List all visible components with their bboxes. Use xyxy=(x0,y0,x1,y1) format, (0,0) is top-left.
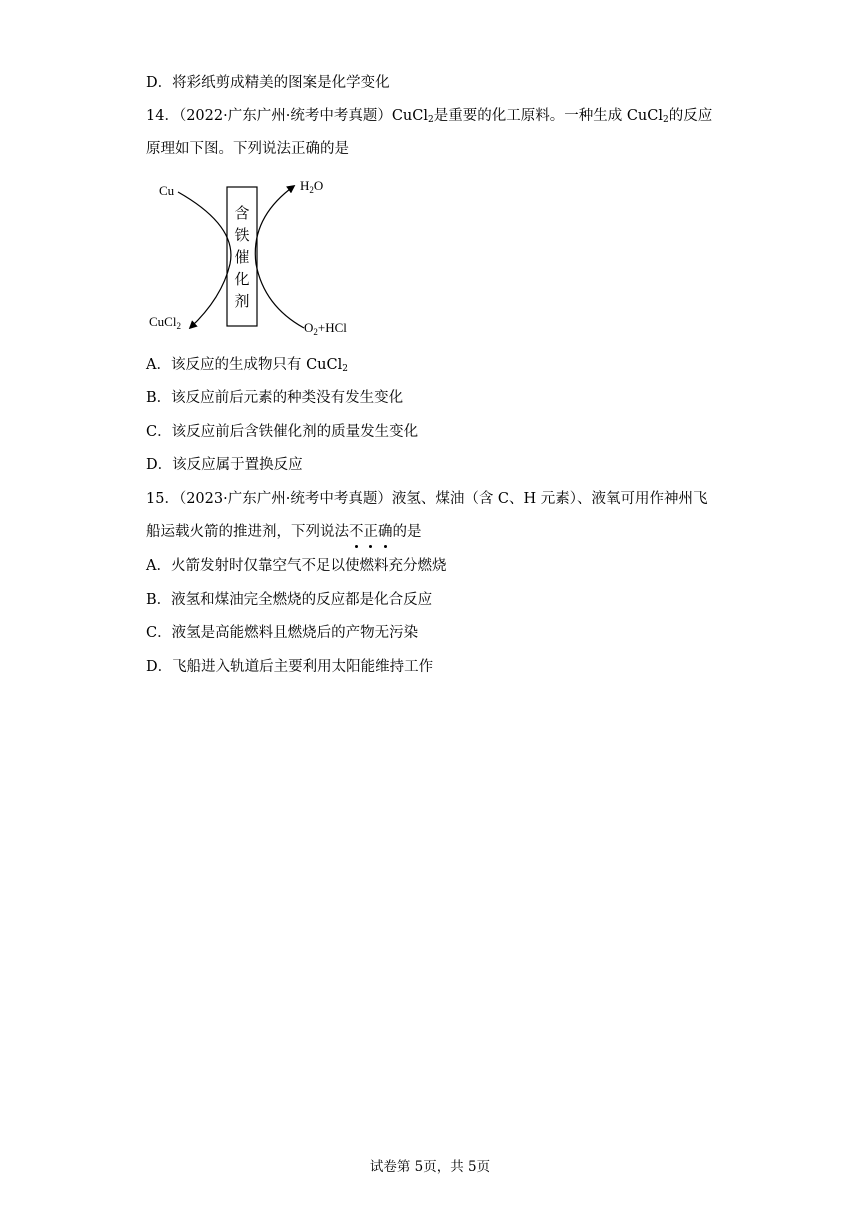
q14-option-c-text: C．该反应前后含铁催化剂的质量发生变化 xyxy=(146,424,419,440)
q15-option-d xyxy=(146,657,433,677)
catalyst-char-2: 铁 xyxy=(234,227,250,244)
q15-option-b-text: B．液氢和煤油完全燃烧的反应都是化合反应 xyxy=(146,592,433,608)
cu-to-cucl2-arrow xyxy=(178,192,231,328)
q13-option-d-text: D．将彩纸剪成精美的图案是化学变化 xyxy=(146,75,390,91)
q13-option-d xyxy=(146,73,390,93)
q14-stem-line-2-text: 原理如下图。下列说法正确的是 xyxy=(146,141,349,157)
page-number-label: 试卷第 5页，共 5页 xyxy=(369,1159,491,1175)
reactant-cu-label: Cu xyxy=(159,183,175,198)
q15-option-c xyxy=(146,623,418,643)
q14-option-c xyxy=(146,422,418,442)
reaction-diagram xyxy=(146,168,386,340)
catalyst-char-4: 化 xyxy=(234,271,250,288)
q14-option-a-text: A．该反应的生成物只有 CuCl xyxy=(146,357,343,373)
q15-stem-suffix: 的是 xyxy=(392,524,422,540)
reactant-o2-hcl-label: $O_2+HCl$ xyxy=(304,320,347,337)
q14-stem-prefix: 14．（2022·广东广州·统考中考真题）CuCl xyxy=(146,108,428,124)
q14-option-d xyxy=(146,455,303,475)
q15-option-a-text: A．火箭发射时仅靠空气不足以使燃料充分燃烧 xyxy=(146,558,447,574)
page-footer xyxy=(0,1157,860,1177)
q15-emphasis-char-2: 正 xyxy=(363,524,378,540)
catalyst-char-3: 催 xyxy=(234,249,250,266)
q14-stem-line-1 xyxy=(146,106,712,130)
q15-stem-line-1-text: 15．（2023·广东广州·统考中考真题）液氢、煤油（含 C、H 元素）、液氧可用作神州飞 xyxy=(146,491,708,507)
o2-hcl-to-h2o-arrow xyxy=(255,186,304,328)
q14-stem-subscript-1: 2 xyxy=(427,115,434,125)
q14-stem-line-2 xyxy=(146,139,349,159)
q14-option-a xyxy=(146,355,348,379)
q15-option-d-text: D．飞船进入轨道后主要利用太阳能维持工作 xyxy=(146,659,434,675)
catalyst-char-5: 剂 xyxy=(234,293,250,310)
q14-option-d-text: D．该反应属于置换反应 xyxy=(146,457,303,473)
product-cucl2-label: CuCl$_2$ xyxy=(149,314,181,331)
q14-option-a-subscript: 2 xyxy=(342,364,348,374)
catalyst-char-1: 含 xyxy=(234,205,250,222)
q14-stem-suffix: 的反应 xyxy=(668,108,713,124)
q15-stem-prefix: 船运载火箭的推进剂，下列说法 xyxy=(146,524,349,540)
q15-option-b xyxy=(146,590,432,610)
q15-stem-line-1 xyxy=(146,489,708,509)
q14-option-b-text: B．该反应前后元素的种类没有发生变化 xyxy=(146,390,404,406)
q14-stem-subscript-2: 2 xyxy=(663,115,669,125)
q15-stem-line-2 xyxy=(146,522,422,542)
q14-stem-middle: 是重要的化工原料。一种生成 CuCl xyxy=(433,108,663,124)
q15-option-c-text: C．液氢是高能燃料且燃烧后的产物无污染 xyxy=(146,625,419,641)
q15-emphasis-char-1: 不 xyxy=(349,524,364,540)
q14-option-b xyxy=(146,388,403,408)
product-h2o-label: $H_2O$ xyxy=(300,178,324,195)
q15-option-a xyxy=(146,556,446,576)
q15-emphasis-char-3: 确 xyxy=(378,524,393,540)
catalyst-label xyxy=(234,205,249,310)
